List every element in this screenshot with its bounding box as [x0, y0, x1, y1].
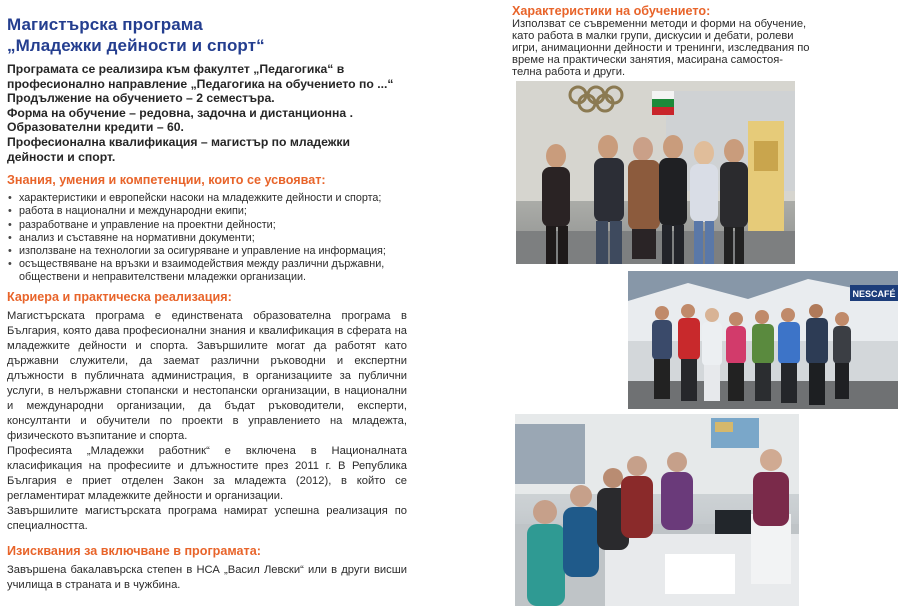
career-paragraph: Професията „Младежки работник“ е включена в Националната класификация на професиите и длъжностите през 2011 г. В Република България е приет отделен Закон за младежта (2012), в който се регламентират младежките дейности и организации. [7, 444, 407, 502]
bullet-icon: • [8, 192, 12, 205]
training-line: телна работа и други. [512, 66, 626, 78]
list-item-text: анализ и съставяне на нормативни документи; [19, 231, 255, 244]
list-item-text: характеристики и европейски насоки на младежките дейности и спорта; [19, 192, 382, 205]
training-line: като работа в малки групи, дискусии и дебати, ролеви [512, 30, 794, 42]
intro-line: Професионална квалификация – магистър по младежки [7, 134, 350, 149]
intro-line: Продължение на обучението – 2 семестъра. [7, 91, 275, 106]
bullet-icon: • [8, 218, 12, 231]
program-title [7, 14, 407, 56]
list-item-text: използване на технологии за осигуряване и управление на информация; [19, 244, 386, 257]
career-heading: Кариера и практическа реализация: [7, 289, 232, 304]
list-item [7, 245, 407, 258]
classroom-photo [515, 414, 799, 606]
knowledge-list [7, 192, 407, 284]
training-text [512, 18, 824, 78]
list-item-text: работа в национални и международни екипи; [19, 205, 247, 218]
training-line: време на практически занятия, масирана самостоя- [512, 54, 783, 66]
group-photo-indoor [516, 81, 795, 264]
requirements-text: Завършена бакалавърска степен в НСА „Васил Левски“ или в други висши училища в страната и в чужбина. [7, 563, 407, 591]
nescafe-sign: NESCAFÉ [852, 289, 896, 299]
career-text [7, 309, 407, 534]
program-title-line-2: „Младежки дейности и спорт“ [7, 36, 265, 55]
career-paragraph: Магистърската програма е единствената образователна програма в България, която дава професионални знания и квалификация в сферата на младежките дейности и спорта. Завършилите могат да работят като държавни служители, да заемат различни ръководни и експертни длъжности в публичната администрация, в организациите за публични услуги, в нелържавни стопански и нестопански организации, в национални и международни организации, да бъдат ръководители, експерти, консултанти и обучители по проекти в управлението на младежта, физическото възпитание и спорта. [7, 309, 407, 442]
training-heading: Характеристики на обучението: [512, 4, 711, 18]
intro-line: дейности и спорт. [7, 149, 116, 164]
training-line: игри, анимационни дейности и тренинги, изследвания по [512, 42, 810, 54]
intro-line: Форма на обучение – редовна, задочна и дистанционна . [7, 105, 353, 120]
bullet-icon: • [8, 231, 12, 244]
list-item-text: осъществяване на връзки и взаимодействия между различни държавни, [19, 258, 385, 271]
list-item-text: разработване и управление на проектни дейности; [19, 218, 276, 231]
list-item [7, 271, 407, 284]
requirements-heading: Изисквания за включване в програмата: [7, 543, 261, 558]
list-item [7, 205, 407, 218]
program-intro [7, 62, 407, 164]
bullet-icon: • [8, 258, 12, 271]
list-item [7, 219, 407, 232]
intro-line: Програмата се реализира към факултет „Педагогика“ в [7, 62, 345, 76]
list-item [7, 258, 407, 271]
right-column [512, 4, 896, 78]
intro-line: професионално направление „Педагогика на обучението по ...“ [7, 76, 394, 91]
intro-line: Образователни кредити – 60. [7, 120, 184, 135]
list-item [7, 192, 407, 205]
knowledge-heading: Знания, умения и компетенции, които се усвояват: [7, 173, 326, 188]
bullet-icon: • [8, 244, 12, 257]
left-column [7, 4, 407, 593]
list-item-text: обществени и неправителствени младежки организации. [19, 271, 307, 284]
list-item [7, 232, 407, 245]
bullet-icon: • [8, 205, 12, 218]
career-paragraph: Завършилите магистърската програма намират успешна реализация по специалността. [7, 504, 407, 532]
training-line: Използват се съвременни методи и форми на обучение, [512, 18, 807, 30]
group-photo-outdoor [628, 271, 898, 409]
program-title-line-1: Магистърска програма [7, 15, 203, 34]
